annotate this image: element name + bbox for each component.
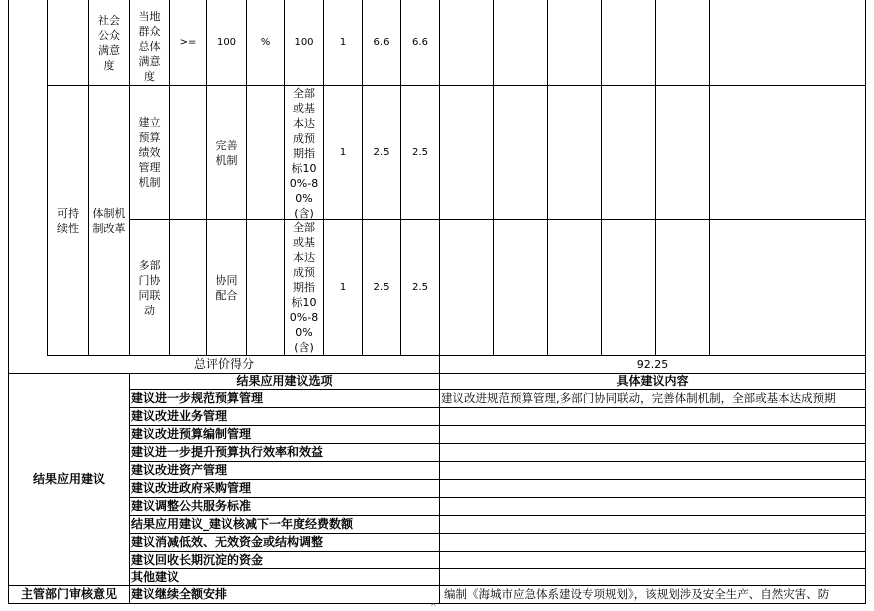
empty-cell xyxy=(710,220,866,356)
empty-cell xyxy=(710,86,866,220)
actual-value-cell: 100 xyxy=(285,0,324,86)
option-row: 建议改进业务管理 xyxy=(130,408,440,426)
unit-cell xyxy=(247,220,285,356)
level1-indicator-sustainability: 可持续性 xyxy=(48,86,89,356)
empty-cell xyxy=(494,220,548,356)
weight-cell: 1 xyxy=(324,0,363,86)
option-row: 其他建议 xyxy=(130,569,440,586)
empty-cell xyxy=(440,480,866,498)
empty-cell xyxy=(656,0,710,86)
target-value-cell: 100 xyxy=(207,0,247,86)
empty-cell xyxy=(710,0,866,86)
level1-empty-cell xyxy=(48,0,89,86)
empty-cell xyxy=(440,516,866,534)
empty-cell xyxy=(494,0,548,86)
option-row: 建议改进预算编制管理 xyxy=(130,426,440,444)
empty-cell xyxy=(656,220,710,356)
empty-cell xyxy=(440,0,494,86)
actual-value-cell: 全部或基本达成预期指标100%-80%(含) xyxy=(285,220,324,356)
target-value-cell: 完善机制 xyxy=(207,86,247,220)
option-row: 建议调整公共服务标准 xyxy=(130,498,440,516)
score-cell: 2.5 xyxy=(401,220,440,356)
score-cell: 2.5 xyxy=(363,220,401,356)
empty-cell xyxy=(440,220,494,356)
empty-cell xyxy=(440,462,866,480)
empty-cell xyxy=(440,569,866,586)
total-score-value: 92.25 xyxy=(440,356,866,374)
option-row: 建议进一步提升预算执行效率和效益 xyxy=(130,444,440,462)
empty-cell xyxy=(440,552,866,569)
score-cell: 6.6 xyxy=(363,0,401,86)
empty-cell xyxy=(494,86,548,220)
option-row: 建议回收长期沉淀的资金 xyxy=(130,552,440,569)
review-content: 编制《海城市应急体系建设专项规划》，该规划涉及安全生产、自然灾害、防 xyxy=(440,586,866,604)
weight-cell: 1 xyxy=(324,220,363,356)
empty-cell xyxy=(602,220,656,356)
level3-indicator-budget: 建立预算绩效管理机制 xyxy=(130,86,170,220)
score-cell: 6.6 xyxy=(401,0,440,86)
empty-cell xyxy=(656,86,710,220)
level2-indicator-satisfaction: 社会公众满意度 xyxy=(89,0,130,86)
option-row: 建议消减低效、无效资金或结构调整 xyxy=(130,534,440,552)
result-suggestion-label: 结果应用建议 xyxy=(8,374,130,586)
option-row: 建议改进政府采购管理 xyxy=(130,480,440,498)
empty-cell xyxy=(440,86,494,220)
empty-cell xyxy=(602,0,656,86)
empty-cell xyxy=(548,0,602,86)
empty-cell xyxy=(440,498,866,516)
review-label: 主管部门审核意见 xyxy=(8,586,130,604)
actual-value-cell: 全部或基本达成预期指标100%-80%(含) xyxy=(285,86,324,220)
operator-cell: >= xyxy=(170,0,207,86)
empty-cell xyxy=(602,86,656,220)
empty-cell xyxy=(440,534,866,552)
score-cell: 2.5 xyxy=(363,86,401,220)
content-header: 具体建议内容 xyxy=(440,374,866,390)
suggestion-content: 建议改进规范预算管理,多部门协同联动，完善体制机制，全部或基本达成预期 xyxy=(440,390,866,408)
unit-cell xyxy=(247,86,285,220)
options-header: 结果应用建议选项 xyxy=(130,374,440,390)
page-footer-mark: ^ xyxy=(430,602,437,611)
table-frame-left xyxy=(8,0,48,356)
operator-cell xyxy=(170,220,207,356)
target-value-cell: 协同配合 xyxy=(207,220,247,356)
empty-cell xyxy=(548,86,602,220)
total-score-label: 总评价得分 xyxy=(8,356,440,374)
level3-indicator-satisfaction: 当地群众总体满意度 xyxy=(130,0,170,86)
empty-cell xyxy=(440,444,866,462)
unit-cell: % xyxy=(247,0,285,86)
option-row: 建议改进资产管理 xyxy=(130,462,440,480)
weight-cell: 1 xyxy=(324,86,363,220)
operator-cell xyxy=(170,86,207,220)
option-row: 结果应用建议_建议核减下一年度经费数额 xyxy=(130,516,440,534)
review-option: 建议继续全额安排 xyxy=(130,586,440,604)
empty-cell xyxy=(440,408,866,426)
empty-cell xyxy=(548,220,602,356)
option-row: 建议进一步规范预算管理 xyxy=(130,390,440,408)
score-cell: 2.5 xyxy=(401,86,440,220)
empty-cell xyxy=(440,426,866,444)
level3-indicator-coordination: 多部门协同联动 xyxy=(130,220,170,356)
level2-indicator-reform: 体制机制改革 xyxy=(89,86,130,356)
